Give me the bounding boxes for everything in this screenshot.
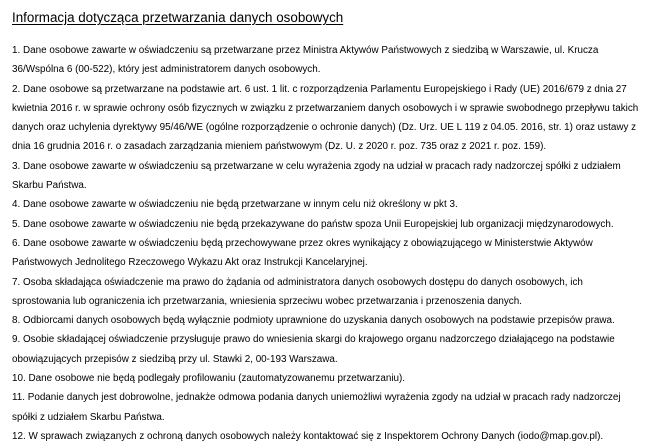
clause-item: 6. Dane osobowe zawarte w oświadczeniu będą przechowywane przez okres wynikający z obowiązującego w Ministerstwie Aktywów Państwowych Jednolitego Rzeczowego Wykazu Akt oraz Instrukcji Kancelaryjnej. bbox=[12, 237, 593, 269]
clause-item: 8. Odbiorcami danych osobowych będą wyłącznie podmioty uprawnione do uzyskania danych osobowych na podstawie przepisów prawa. bbox=[12, 315, 615, 327]
clause-item: 11. Podanie danych jest dobrowolne, jednakże odmowa podania danych uniemożliwi wyrażenia zgody na udział w pracach rady nadzorczej spółki z udziałem Skarbu Państwa. bbox=[12, 392, 621, 423]
clause-item: 3. Dane osobowe zawarte w oświadczeniu są przetwarzane w celu wyrażenia zgody na udział w pracach rady nadzorczej spółki z udziałem Skarbu Państwa. bbox=[12, 160, 621, 192]
clause-item: 12. W sprawach związanych z ochroną danych osobowych należy kontaktować się z Inspektorem Ochrony Danych (iodo@map.gov.pl). bbox=[12, 430, 604, 442]
clause-item: 2. Dane osobowe są przetwarzane na podstawie art. 6 ust. 1 lit. c rozporządzenia Parlamentu Europejskiego i Rady (UE) 2016/679 z dnia 27 kwietnia 2016 r. w sprawie ochrony osób fizycznych w związku z przetwarzaniem danych osobowych i w sprawie swobodnego przepływu takich danych oraz uchylenia dyrektywy 95/46/WE (ogólne rozporządzenie o ochronie danych) (Dz. Urz. UE L 119 z 04.05. 2016, str. 1) oraz ustawy z dnia 16 grudnia 2016 r. o zasadach zarządzania mieniem państwowym (Dz. U. z 2020 r. poz. 735 oraz z 2021 r. poz. 159). bbox=[12, 83, 639, 153]
clause-item: 9. Osobie składającej oświadczenie przysługuje prawo do wniesienia skargi do krajowego organu nadzorczego działającego na podstawie obowiązujących przepisów z siedzibą przy ul. Stawki 2, 00-193 Warszawa. bbox=[12, 334, 615, 365]
document-title: Informacja dotycząca przetwarzania danych osobowych bbox=[12, 10, 344, 25]
clause-item: 10. Dane osobowe nie będą podlegały profilowaniu (zautomatyzowanemu przetwarzaniu). bbox=[12, 373, 406, 385]
clause-item: 5. Dane osobowe zawarte w oświadczeniu nie będą przekazywane do państw spoza Unii Europejskiej lub organizacji międzynarodowych. bbox=[12, 218, 614, 230]
clause-item: 7. Osoba składająca oświadczenie ma prawo do żądania od administratora danych osobowych dostępu do danych osobowych, ich sprostowania lub ograniczenia ich przetwarzania, wniesienia sprzeciwu wobec przetwarzania i przenoszenia danych. bbox=[12, 276, 583, 307]
clause-item: 4. Dane osobowe zawarte w oświadczeniu nie będą przetwarzane w innym celu niż określony w pkt 3. bbox=[12, 199, 458, 211]
clause-item: 1. Dane osobowe zawarte w oświadczeniu są przetwarzane przez Ministra Aktywów Państwowych z siedzibą w Warszawie, ul. Krucza 36/Wspólna 6 (00-522), który jest administratorem danych osobowych. bbox=[12, 45, 599, 76]
clause-list bbox=[12, 41, 643, 446]
